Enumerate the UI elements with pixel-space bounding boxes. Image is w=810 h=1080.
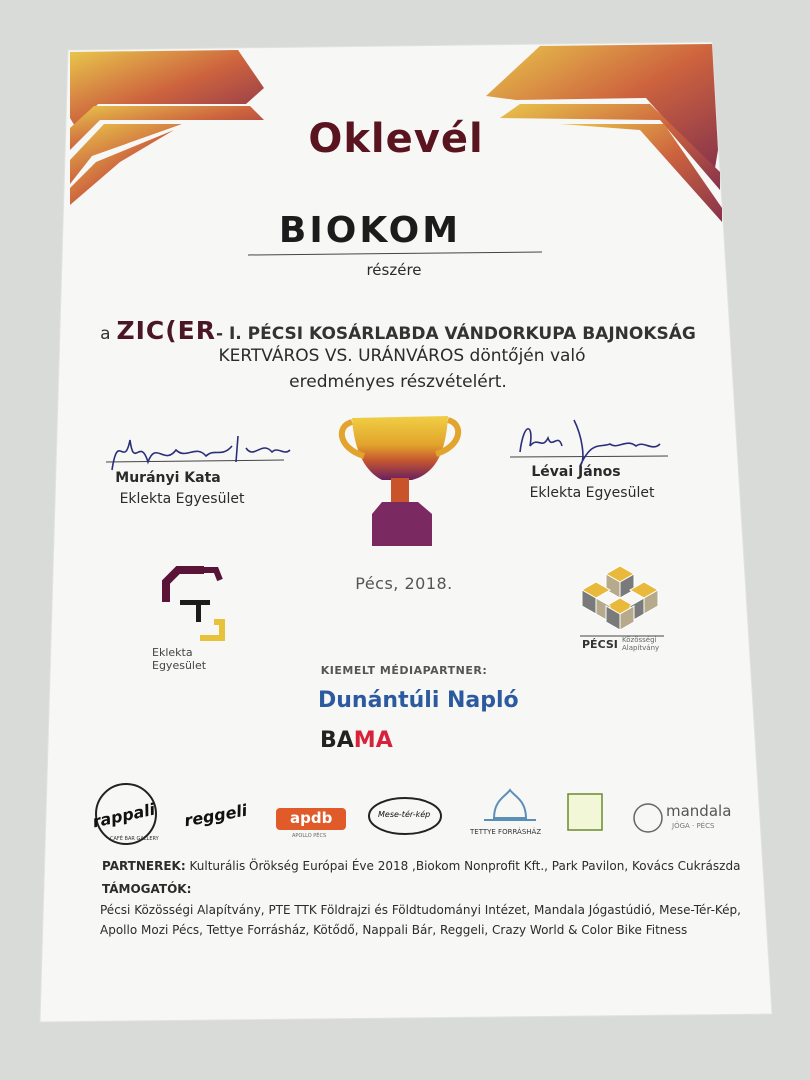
rappali-logo-sub: CAFÉ BAR GALLERY [110, 836, 159, 842]
event-line-1 [100, 316, 696, 345]
bama-ba: BA [320, 728, 354, 753]
mesterkep-logo: Mese-tér-kép [378, 810, 431, 819]
rappali-logo: rappali [90, 799, 157, 832]
recipient-name: BIOKOM [278, 210, 462, 251]
place-date: Pécs, 2018. [355, 574, 453, 593]
supporters-line-2: Apollo Mozi Pécs, Tettye Forrásház, Kötődő, Nappali Bár, Reggeli, Crazy World & Color Bike Fitness [100, 923, 688, 937]
bama-ma: MA [353, 728, 393, 753]
recipient-suffix: részére [366, 261, 422, 279]
pte-logo-shape [568, 794, 602, 830]
signer-2-org: Eklekta Egyesület [529, 485, 655, 501]
apdb-logo: apdb [290, 809, 333, 827]
signer-1-name: Murányi Kata [115, 470, 221, 486]
event-brand: ZIC(ER [116, 316, 217, 345]
event-line-3: eredményes részvételért. [289, 372, 507, 392]
footer-partners [102, 856, 740, 877]
dunantuli-naplo-logo: Dunántúli Napló [318, 688, 519, 713]
bama-logo [320, 728, 393, 753]
apdb-logo-sub: APOLLO PÉCS [292, 833, 327, 839]
event-title: - I. PÉCSI KOSÁRLABDA VÁNDORKUPA BAJNOKSÁG [216, 324, 696, 344]
tettye-logo: TETTYE FORRÁSHÁZ [470, 828, 542, 836]
certificate-title: Oklevél [308, 116, 484, 162]
eklekta-logo-text-1: Eklekta [152, 646, 193, 659]
partners-label: PARTNEREK: [102, 859, 186, 873]
pecsi-logo-sub-2: Alapítvány [622, 644, 660, 652]
pecsi-logo-sub-1: Közösségi [622, 636, 657, 644]
mandala-logo: mandala [666, 802, 732, 820]
pecsi-logo-text: PÉCSI [582, 638, 618, 651]
signer-2-name: Lévai János [531, 464, 621, 480]
reggeli-logo: reggeli [182, 800, 249, 831]
mandala-logo-sub: JÓGA · PÉCS [672, 822, 715, 830]
event-line-2: KERTVÁROS VS. URÁNVÁROS döntőjén való [218, 346, 586, 366]
media-partner-label: KIEMELT MÉDIAPARTNER: [320, 664, 488, 677]
supporters-line-1: Pécsi Közösségi Alapítvány, PTE TTK Földrajzi és Földtudományi Intézet, Mandala Jógastúdió, Mese-Tér-Kép, [100, 903, 741, 917]
event-prefix: a [100, 324, 111, 344]
partners-list: Kulturális Örökség Európai Éve 2018 ,Biokom Nonprofit Kft., Park Pavilon, Kovács Cukrászda [189, 859, 741, 873]
signer-1-org: Eklekta Egyesület [119, 491, 245, 507]
eklekta-logo-text-2: Egyesület [152, 659, 207, 672]
supporters-label: TÁMOGATÓK: [102, 882, 192, 896]
